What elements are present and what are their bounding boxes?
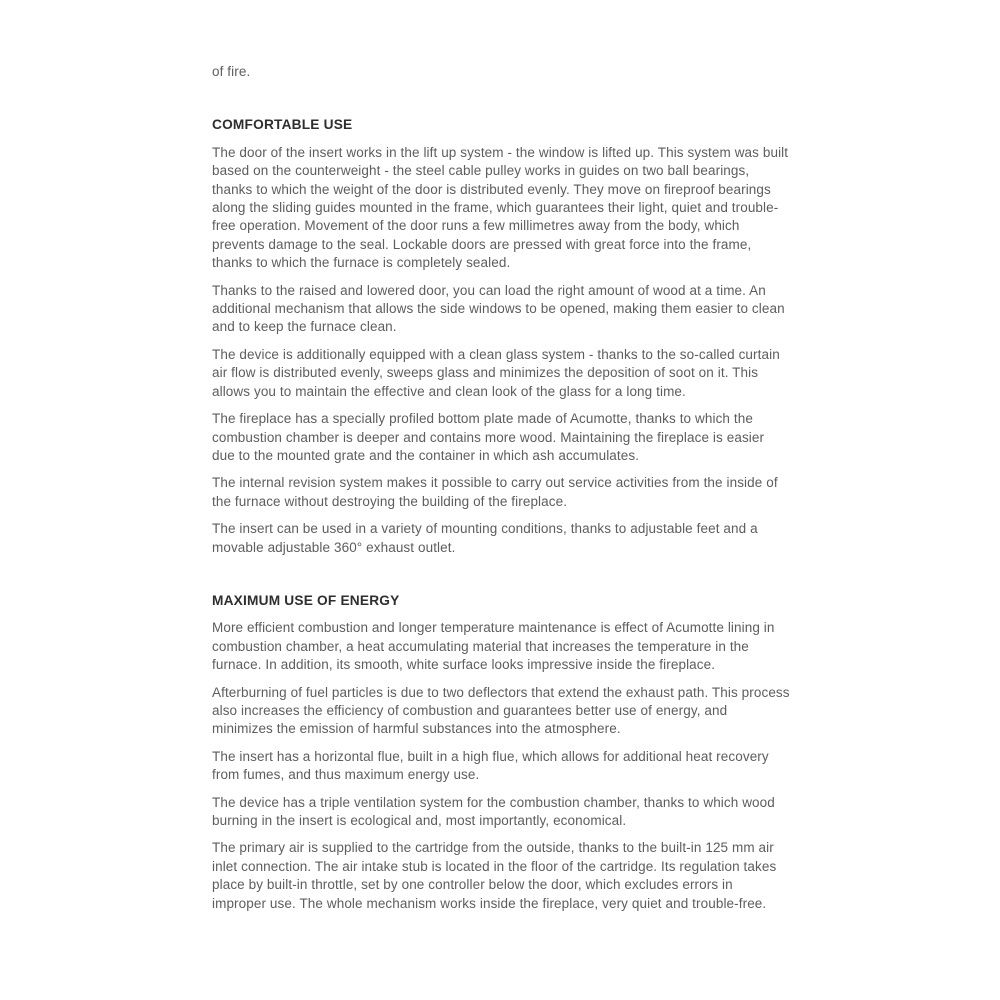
paragraph-primary-air-supply: The primary air is supplied to the cartridge from the outside, thanks to the built-in 125 mm air inlet connection. The air intake stub is located in the floor of the cartridge. Its regulation takes place by built-in throttle, set by one controller below the door, which excludes errors in improper use. The whole mechanism works inside the fireplace, very quiet and trouble-free. bbox=[212, 840, 777, 911]
paragraph-afterburning-deflectors: Afterburning of fuel particles is due to two deflectors that extend the exhaust path. This process also increases the efficiency of combustion and guarantees better use of energy, and minimizes the emission of harmful substances into the atmosphere. bbox=[212, 684, 790, 737]
text-fragment-of-fire: of fire. bbox=[212, 64, 251, 79]
paragraph-triple-ventilation: The device has a triple ventilation system for the combustion chamber, thanks to which wood burning in the insert is ecological and, most importantly, economical. bbox=[212, 794, 775, 828]
paragraph-internal-revision-system: The internal revision system makes it possible to carry out service activities from the inside of the furnace without destroying the building of the fireplace. bbox=[212, 475, 778, 509]
section-heading-comfortable-use: COMFORTABLE USE bbox=[212, 117, 353, 133]
paragraph-door-lift-system: The door of the insert works in the lift up system - the window is lifted up. This system was built based on the counterweight - the steel cable pulley works in guides on two ball bearings, thanks to which the weight of the door is distributed evenly. They move on fireproof bearings along the sliding guides mounted in the frame, which guarantees their light, quiet and trouble-free operation. Movement of the door runs a few millimetres away from the body, which prevents damage to the seal. Lockable doors are pressed with great force into the frame, thanks to which the furnace is completely sealed. bbox=[212, 144, 789, 271]
paragraph-horizontal-flue: The insert has a horizontal flue, built in a high flue, which allows for additional heat recovery from fumes, and thus maximum energy use. bbox=[212, 748, 769, 783]
paragraph-acumotte-lining: More efficient combustion and longer temperature maintenance is effect of Acumotte lining in combustion chamber, a heat accumulating material that increases the temperature in the furnace. In addition, its smooth, white surface looks impressive inside the fireplace. bbox=[212, 620, 775, 673]
paragraph-raised-lowered-door: Thanks to the raised and lowered door, you can load the right amount of wood at a time. An additional mechanism that allows the side windows to be opened, making them easier to clean and to keep the furnace clean. bbox=[212, 282, 785, 335]
paragraph-clean-glass-system: The device is additionally equipped with a clean glass system - thanks to the so-called curtain air flow is distributed evenly, sweeps glass and minimizes the deposition of soot on it. This allows you to maintain the effective and clean look of the glass for a long time. bbox=[212, 346, 780, 399]
paragraph-mounting-conditions: The insert can be used in a variety of mounting conditions, thanks to adjustable feet and a movable adjustable 360° exhaust outlet. bbox=[212, 521, 758, 555]
content-column bbox=[212, 63, 790, 922]
section-heading-maximum-use-of-energy: MAXIMUM USE OF ENERGY bbox=[212, 592, 400, 608]
paragraph-bottom-plate-acumotte: The fireplace has a specially profiled bottom plate made of Acumotte, thanks to which the combustion chamber is deeper and contains more wood. Maintaining the fireplace is easier due to the mounted grate and the container in which ash accumulates. bbox=[212, 411, 765, 463]
